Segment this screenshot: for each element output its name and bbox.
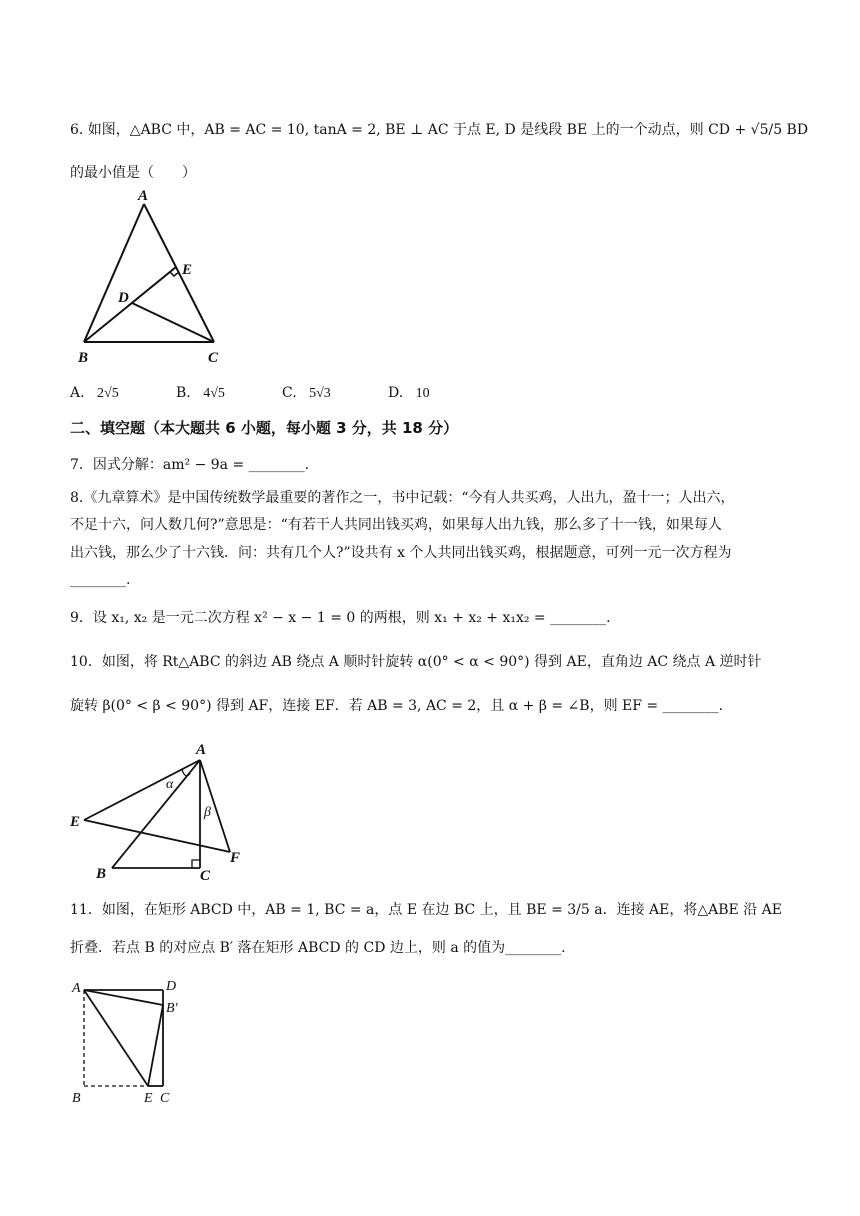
q11-line2: 折叠．若点 B 的对应点 B′ 落在矩形 ABCD 的 CD 边上，则 a 的值为________. [70,940,566,956]
q6-option-d-value: 10 [415,386,430,401]
q11-label-b: B [72,1091,81,1106]
q11-rectangle-figure [70,978,200,1108]
q6-segment-dc [132,303,214,342]
q8-line1: 8.《九章算术》是中国传统数学最重要的著作之一，书中记载：“今有人共买鸡，人出九，盈十一；人出六， [70,490,735,506]
q10-right-angle-mark [192,860,200,868]
q6-option-a-value: 2√5 [97,386,119,401]
q10-rotation-figure [70,740,250,885]
q6-option-c-value: 5√3 [309,386,331,401]
q6-line1 [70,120,808,140]
q6-label-d: D [118,290,129,306]
q6-option-a-label: A. [70,385,85,401]
q11-label-a: A [72,981,81,996]
q6-option-c[interactable] [282,385,331,402]
q10-label-f: F [230,850,241,866]
q6-label-e: E [182,262,193,278]
q11-label-b-prime: B′ [166,1001,178,1016]
q6-option-a[interactable] [70,385,119,402]
q11-segment-b-prime-e [148,1005,163,1086]
q10-label-beta: β [204,805,211,820]
q10-segment-ae [84,760,200,820]
q10-label-b: B [96,866,107,882]
q11-line1: 11．如图，在矩形 ABCD 中，AB = 1, BC = a，点 E 在边 BC 上，且 BE = 3/5 a．连接 AE，将△ABE 沿 AE [70,902,782,918]
q6-option-b[interactable] [176,385,225,402]
q8-line4: ________. [70,572,131,588]
q7-text: 7．因式分解：am² − 9a = ________. [70,457,310,473]
q6-line2-text: 的最小值是（ ） [70,165,196,181]
q6-line2 [70,163,196,183]
q10-label-e: E [70,814,81,830]
q10-label-alpha: α [166,777,174,792]
q6-option-b-label: B. [176,385,191,401]
q6-option-c-label: C. [282,385,297,401]
q6-option-b-value: 4√5 [203,386,225,401]
q6-label-a: A [138,188,149,204]
q11-segment-ae [84,990,148,1086]
q10-line2: 旋转 β(0° < β < 90°) 得到 AF，连接 EF．若 AB = 3, AC = 2，且 α + β = ∠B，则 EF = ________. [70,698,724,714]
q8-line2: 不足十六，问人数几何?”意思是：“有若干人共同出钱买鸡，如果每人出九钱，那么多了十一钱，如果每人 [70,517,722,533]
q6-side-ab [84,204,144,342]
section2-title: 二、填空题（本大题共 6 小题，每小题 3 分，共 18 分） [70,419,459,437]
q6-label-b: B [78,350,89,366]
q6-triangle-figure [70,190,240,370]
q11-segment-ab-prime [84,990,163,1005]
q8-line3: 出六钱，那么少了十六钱．问：共有几个人?”设共有 x 个人共同出钱买鸡，根据题意，可列一元一次方程为 [70,545,732,561]
q10-label-c: C [200,868,211,884]
q6-right-angle-mark [170,272,179,276]
q11-label-c: C [160,1091,170,1106]
q10-line1: 10．如图，将 Rt△ABC 的斜边 AB 绕点 A 顺时针旋转 α(0° < α < 90°) 得到 AE，直角边 AC 绕点 A 逆时针 [70,654,762,670]
q6-option-d-label: D. [388,385,404,401]
q6-side-ac [144,204,214,342]
q6-segment-be [84,267,176,342]
q11-label-e: E [144,1091,153,1106]
q9-text: 9．设 x₁, x₂ 是一元二次方程 x² − x − 1 = 0 的两根，则 x₁ + x₂ + x₁x₂ = ________. [70,610,611,626]
q11-label-d: D [166,979,177,994]
q6-line1-text: 6. 如图，△ABC 中，AB = AC = 10, tanA = 2, BE ⊥ AC 于点 E, D 是线段 BE 上的一个动点，则 CD + √5/5 BD [70,122,809,138]
q6-option-d[interactable] [388,385,430,402]
q10-segment-ef [84,820,230,852]
q10-label-a: A [196,742,207,758]
q6-label-c: C [208,350,219,366]
